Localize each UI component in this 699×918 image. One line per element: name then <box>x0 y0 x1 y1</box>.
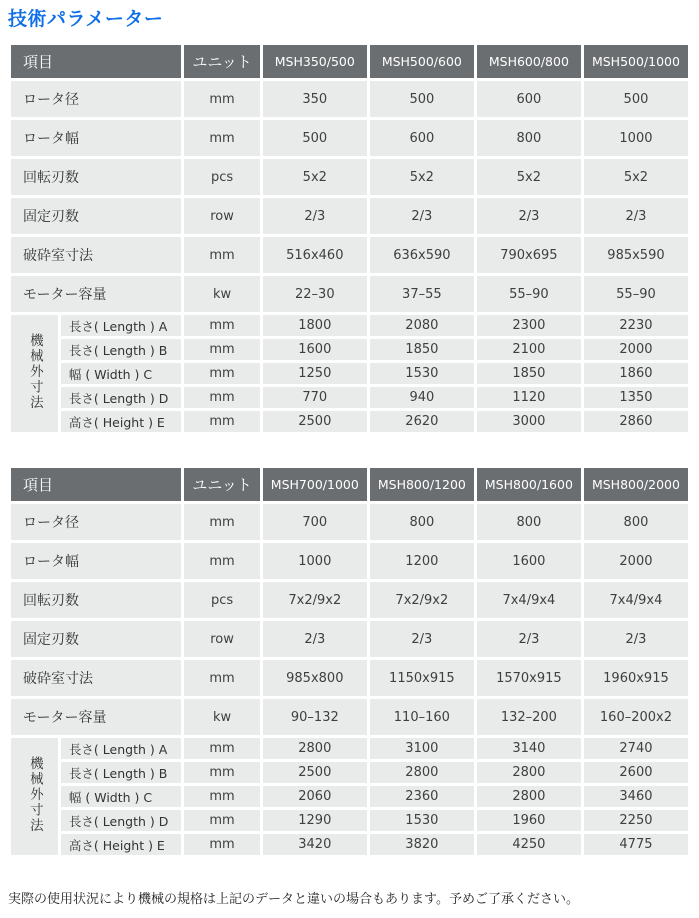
dimension-group-label <box>11 738 58 855</box>
table-row <box>11 504 688 540</box>
table-row <box>11 738 688 759</box>
unit-cell: pcs <box>184 159 259 195</box>
table-row <box>11 621 688 657</box>
value-cell: 2100 <box>477 339 581 360</box>
value-cell: 2080 <box>370 315 474 336</box>
value-cell: 37–55 <box>370 276 474 312</box>
unit-cell: mm <box>184 237 259 273</box>
dimension-row-label: 長さ( Length ) D <box>61 387 181 408</box>
table-row <box>11 237 688 273</box>
value-cell: 110–160 <box>370 699 474 735</box>
unit-cell: mm <box>184 411 259 432</box>
table-row <box>11 786 688 807</box>
value-cell: 1850 <box>370 339 474 360</box>
row-label: 固定刃数 <box>11 198 181 234</box>
value-cell: 7x4/9x4 <box>584 582 688 618</box>
dimension-row-label: 幅 ( Width ) C <box>61 786 181 807</box>
row-label: モーター容量 <box>11 699 181 735</box>
value-cell: 1960 <box>477 810 581 831</box>
value-cell: 5x2 <box>584 159 688 195</box>
column-header-model: MSH700/1000 <box>263 468 367 501</box>
value-cell: 2600 <box>584 762 688 783</box>
table-row <box>11 315 688 336</box>
value-cell: 600 <box>477 81 581 117</box>
column-header-item: 項目 <box>11 468 181 501</box>
value-cell: 22–30 <box>263 276 367 312</box>
value-cell: 2740 <box>584 738 688 759</box>
unit-cell: mm <box>184 810 259 831</box>
row-label: 破砕室寸法 <box>11 237 181 273</box>
table-row <box>11 81 688 117</box>
unit-cell: mm <box>184 363 259 384</box>
table-row <box>11 387 688 408</box>
row-label: ロータ径 <box>11 81 181 117</box>
page-title: 技術パラメーター <box>8 8 164 30</box>
unit-cell: kw <box>184 276 259 312</box>
value-cell: 2/3 <box>477 621 581 657</box>
value-cell: 1150x915 <box>370 660 474 696</box>
column-header-model: MSH800/1600 <box>477 468 581 501</box>
value-cell: 2/3 <box>370 621 474 657</box>
value-cell: 1200 <box>370 543 474 579</box>
value-cell: 500 <box>370 81 474 117</box>
value-cell: 7x4/9x4 <box>477 582 581 618</box>
dimension-row-label: 高さ( Height ) E <box>61 834 181 855</box>
header-row <box>11 45 688 78</box>
value-cell: 7x2/9x2 <box>370 582 474 618</box>
column-header-unit: ユニット <box>184 468 259 501</box>
unit-cell: mm <box>184 762 259 783</box>
row-label: 回転刃数 <box>11 159 181 195</box>
dimension-row-label: 長さ( Length ) A <box>61 738 181 759</box>
value-cell: 350 <box>263 81 367 117</box>
column-header-model: MSH350/500 <box>263 45 367 78</box>
row-label: ロータ径 <box>11 504 181 540</box>
unit-cell: mm <box>184 834 259 855</box>
value-cell: 985x590 <box>584 237 688 273</box>
value-cell: 1800 <box>263 315 367 336</box>
value-cell: 500 <box>584 81 688 117</box>
unit-cell: mm <box>184 543 259 579</box>
value-cell: 4775 <box>584 834 688 855</box>
value-cell: 800 <box>584 504 688 540</box>
value-cell: 2/3 <box>477 198 581 234</box>
dimension-row-label: 長さ( Length ) D <box>61 810 181 831</box>
value-cell: 1860 <box>584 363 688 384</box>
unit-cell: mm <box>184 120 259 156</box>
table-row <box>11 762 688 783</box>
value-cell: 770 <box>263 387 367 408</box>
table-row <box>11 120 688 156</box>
value-cell: 2230 <box>584 315 688 336</box>
value-cell: 2360 <box>370 786 474 807</box>
value-cell: 2800 <box>477 762 581 783</box>
value-cell: 516x460 <box>263 237 367 273</box>
unit-cell: mm <box>184 660 259 696</box>
value-cell: 55–90 <box>584 276 688 312</box>
unit-cell: mm <box>184 339 259 360</box>
value-cell: 5x2 <box>263 159 367 195</box>
dimension-row-label: 幅 ( Width ) C <box>61 363 181 384</box>
value-cell: 3820 <box>370 834 474 855</box>
value-cell: 2800 <box>477 786 581 807</box>
value-cell: 55–90 <box>477 276 581 312</box>
value-cell: 2/3 <box>584 198 688 234</box>
unit-cell: pcs <box>184 582 259 618</box>
value-cell: 2300 <box>477 315 581 336</box>
column-header-unit: ユニット <box>184 45 259 78</box>
value-cell: 5x2 <box>370 159 474 195</box>
value-cell: 800 <box>477 120 581 156</box>
value-cell: 2060 <box>263 786 367 807</box>
value-cell: 2250 <box>584 810 688 831</box>
value-cell: 2860 <box>584 411 688 432</box>
value-cell: 985x800 <box>263 660 367 696</box>
dimension-row-label: 高さ( Height ) E <box>61 411 181 432</box>
value-cell: 1000 <box>584 120 688 156</box>
row-label: モーター容量 <box>11 276 181 312</box>
row-label: ロータ幅 <box>11 120 181 156</box>
table-row <box>11 660 688 696</box>
dimension-row-label: 長さ( Length ) B <box>61 762 181 783</box>
value-cell: 2800 <box>370 762 474 783</box>
unit-cell: mm <box>184 786 259 807</box>
value-cell: 2/3 <box>370 198 474 234</box>
table-row <box>11 810 688 831</box>
row-label: 破砕室寸法 <box>11 660 181 696</box>
value-cell: 3100 <box>370 738 474 759</box>
value-cell: 2/3 <box>263 621 367 657</box>
unit-cell: row <box>184 621 259 657</box>
value-cell: 1530 <box>370 810 474 831</box>
unit-cell: mm <box>184 738 259 759</box>
column-header-model: MSH500/1000 <box>584 45 688 78</box>
table-row <box>11 543 688 579</box>
unit-cell: mm <box>184 81 259 117</box>
row-label: 回転刃数 <box>11 582 181 618</box>
dimension-row-label: 長さ( Length ) A <box>61 315 181 336</box>
dimension-row-label: 長さ( Length ) B <box>61 339 181 360</box>
value-cell: 1290 <box>263 810 367 831</box>
value-cell: 3000 <box>477 411 581 432</box>
value-cell: 1350 <box>584 387 688 408</box>
value-cell: 790x695 <box>477 237 581 273</box>
value-cell: 2500 <box>263 762 367 783</box>
value-cell: 2000 <box>584 543 688 579</box>
unit-cell: mm <box>184 387 259 408</box>
value-cell: 1600 <box>477 543 581 579</box>
table-row <box>11 159 688 195</box>
row-label: ロータ幅 <box>11 543 181 579</box>
value-cell: 636x590 <box>370 237 474 273</box>
unit-cell: mm <box>184 315 259 336</box>
column-header-model: MSH800/2000 <box>584 468 688 501</box>
table-row <box>11 582 688 618</box>
header-row <box>11 468 688 501</box>
value-cell: 1570x915 <box>477 660 581 696</box>
value-cell: 3460 <box>584 786 688 807</box>
value-cell: 160–200x2 <box>584 699 688 735</box>
value-cell: 2/3 <box>263 198 367 234</box>
row-label: 固定刃数 <box>11 621 181 657</box>
column-header-model: MSH600/800 <box>477 45 581 78</box>
table-row <box>11 198 688 234</box>
value-cell: 800 <box>370 504 474 540</box>
table-row <box>11 411 688 432</box>
value-cell: 4250 <box>477 834 581 855</box>
value-cell: 1960x915 <box>584 660 688 696</box>
value-cell: 7x2/9x2 <box>263 582 367 618</box>
value-cell: 2620 <box>370 411 474 432</box>
table-row <box>11 276 688 312</box>
footer-note: 実際の使用状況により機械の規格は上記のデータと違いの場合もあります。予めご了承ください。 <box>8 892 579 907</box>
value-cell: 2500 <box>263 411 367 432</box>
table-row <box>11 339 688 360</box>
value-cell: 2800 <box>263 738 367 759</box>
value-cell: 1120 <box>477 387 581 408</box>
value-cell: 2/3 <box>584 621 688 657</box>
value-cell: 2000 <box>584 339 688 360</box>
table-row <box>11 834 688 855</box>
value-cell: 600 <box>370 120 474 156</box>
value-cell: 1530 <box>370 363 474 384</box>
unit-cell: row <box>184 198 259 234</box>
unit-cell: mm <box>184 504 259 540</box>
spec-table-1 <box>8 42 691 435</box>
value-cell: 5x2 <box>477 159 581 195</box>
value-cell: 3420 <box>263 834 367 855</box>
value-cell: 3140 <box>477 738 581 759</box>
dimension-group-text: 機械外寸法 <box>26 332 43 411</box>
value-cell: 1000 <box>263 543 367 579</box>
value-cell: 800 <box>477 504 581 540</box>
column-header-model: MSH500/600 <box>370 45 474 78</box>
table-row <box>11 699 688 735</box>
column-header-item: 項目 <box>11 45 181 78</box>
value-cell: 1250 <box>263 363 367 384</box>
dimension-group-label <box>11 315 58 432</box>
unit-cell: kw <box>184 699 259 735</box>
value-cell: 500 <box>263 120 367 156</box>
value-cell: 940 <box>370 387 474 408</box>
table-row <box>11 363 688 384</box>
dimension-group-text: 機械外寸法 <box>26 755 43 834</box>
value-cell: 700 <box>263 504 367 540</box>
value-cell: 90–132 <box>263 699 367 735</box>
value-cell: 1850 <box>477 363 581 384</box>
value-cell: 1600 <box>263 339 367 360</box>
column-header-model: MSH800/1200 <box>370 468 474 501</box>
spec-table-2 <box>8 465 691 858</box>
value-cell: 132–200 <box>477 699 581 735</box>
